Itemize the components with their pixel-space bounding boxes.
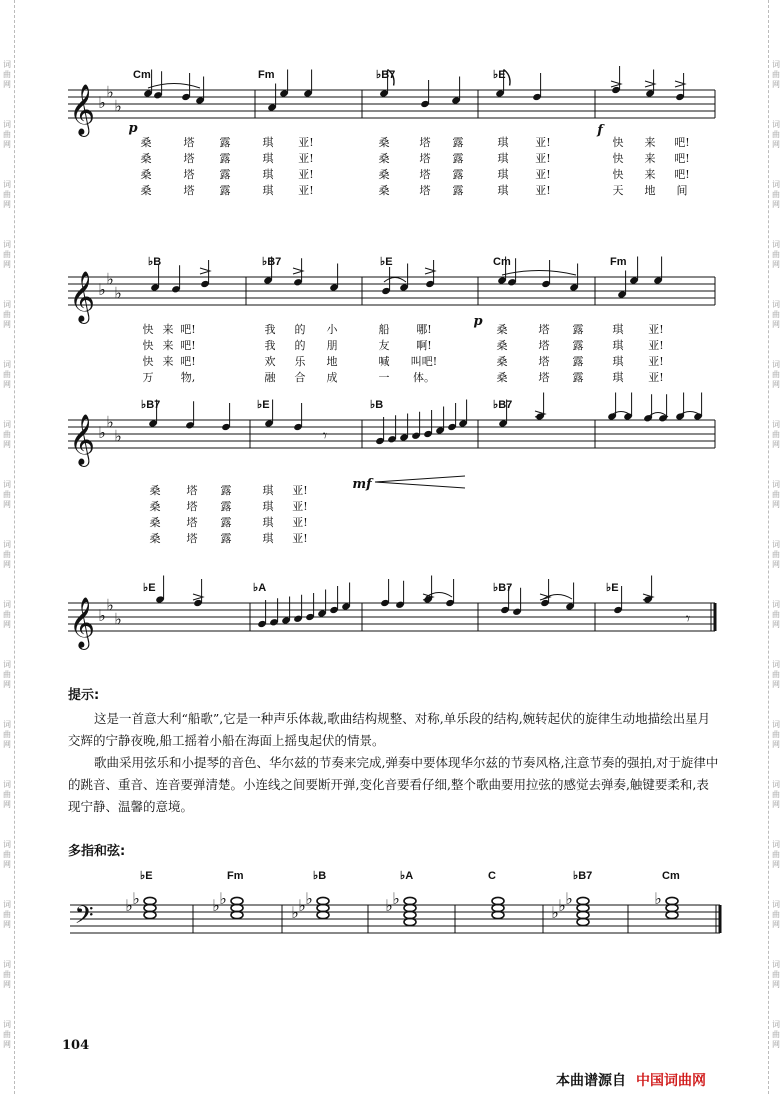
lyric-syllable: 亚! xyxy=(292,500,308,513)
chord-symbol: Cm xyxy=(133,69,151,81)
lyric-syllable: 琪 xyxy=(497,184,509,197)
lyric-syllable: 亚! xyxy=(648,323,664,336)
lyric-syllable: 亚! xyxy=(535,152,551,165)
notes-paragraph-1: 这是一首意大利“船歌”,它是一种声乐体裁,歌曲结构规整、对称,单乐段的结构,婉转起伏的旋律生动地描绘出星月交辉的宁静夜晚,船工摇着小船在海面上摇曳起伏的情景。 xyxy=(68,711,711,748)
whole-note-head xyxy=(404,897,416,904)
lyric-syllable: 琪 xyxy=(262,516,274,529)
chord-symbol: Fm xyxy=(258,69,275,81)
dynamic-mark: mf xyxy=(352,477,372,492)
key-flat-e-icon: ♭ xyxy=(106,412,114,432)
chord-flat-icon: ♭ xyxy=(385,896,393,915)
lyric-syllable: 物, xyxy=(180,371,196,384)
lyric-syllable: 桑 xyxy=(149,532,161,545)
lyric-syllable: 露 xyxy=(219,136,231,149)
watermark-text: 词 曲 网 xyxy=(772,420,780,449)
lyric-syllable: 吧! xyxy=(180,339,196,352)
lyric-syllable: 桑 xyxy=(140,168,152,181)
lyric-syllable: 桑 xyxy=(149,500,161,513)
lyric-syllable: 亚! xyxy=(292,516,308,529)
lyric-syllable: 来 xyxy=(162,355,174,368)
lyric-syllable: 叫吧! xyxy=(410,355,438,368)
chord-symbol: ♭E xyxy=(493,69,506,81)
lyric-syllable: 来 xyxy=(162,339,174,352)
lyric-syllable: 亚! xyxy=(298,152,314,165)
watermark-text: 词 曲 网 xyxy=(3,360,11,389)
whole-note-head xyxy=(492,897,504,904)
lyric-syllable: 喊 xyxy=(378,355,390,368)
lyric-syllable: 亚! xyxy=(292,484,308,497)
watermark-text: 词 曲 网 xyxy=(772,540,780,569)
lyric-syllable: 的 xyxy=(294,339,306,352)
lyric-syllable: 亚! xyxy=(648,339,664,352)
lyric-syllable: 塔 xyxy=(538,355,550,368)
lyric-syllable: 琪 xyxy=(262,500,274,513)
key-flat-a-icon: ♭ xyxy=(114,609,122,629)
lyric-syllable: 琪 xyxy=(262,168,274,181)
chord-reference-label: C xyxy=(488,870,496,882)
eighth-rest-icon: 𝄾 xyxy=(322,426,328,445)
lyric-syllable: 亚! xyxy=(648,371,664,384)
key-flat-b-icon: ♭ xyxy=(98,93,106,112)
lyric-syllable: 快 xyxy=(612,136,624,149)
watermark-text: 词 曲 网 xyxy=(772,900,780,929)
lyric-syllable: 塔 xyxy=(419,152,431,165)
whole-note-head xyxy=(231,897,243,904)
chord-symbol: ♭B7 xyxy=(262,256,282,268)
source-credit xyxy=(556,1070,706,1090)
lyric-syllable: 吧! xyxy=(180,323,196,336)
lyric-syllable: 的 xyxy=(294,323,306,336)
chord-reference-label: ♭A xyxy=(400,870,414,882)
source-site: 中国词曲网 xyxy=(636,1073,706,1089)
watermark-text: 词 曲 网 xyxy=(772,660,780,689)
lyric-syllable: 亚! xyxy=(298,136,314,149)
lyric-syllable: 我 xyxy=(264,339,276,352)
watermark-text: 词 曲 网 xyxy=(772,780,780,809)
chord-symbol: ♭B7 xyxy=(493,399,513,411)
melody-staff xyxy=(68,277,715,305)
lyric-syllable: 琪 xyxy=(612,339,624,352)
lyric-syllable: 我 xyxy=(264,323,276,336)
chord-flat-icon: ♭ xyxy=(125,896,133,915)
chord-flat-icon: ♭ xyxy=(551,903,559,922)
chord-section-title: 多指和弦: xyxy=(68,844,126,859)
lyric-syllable: 露 xyxy=(220,516,232,529)
watermark-text: 词 曲 网 xyxy=(772,720,780,749)
chord-flat-icon: ♭ xyxy=(654,889,662,908)
lyric-syllable: 桑 xyxy=(378,152,390,165)
lyric-syllable: 露 xyxy=(572,355,584,368)
lyric-syllable: 体。 xyxy=(413,371,435,384)
lyric-syllable: 塔 xyxy=(183,168,195,181)
whole-note-head xyxy=(317,897,329,904)
lyric-syllable: 塔 xyxy=(538,339,550,352)
chord-reference-label: Fm xyxy=(227,870,244,882)
lyric-syllable: 露 xyxy=(572,323,584,336)
lyric-syllable: 琪 xyxy=(262,532,274,545)
crescendo-hairpin xyxy=(375,476,465,488)
whole-note-head xyxy=(666,897,678,904)
lyric-syllable: 露 xyxy=(219,184,231,197)
watermark-text: 词 曲 网 xyxy=(772,480,780,509)
watermark-text: 词 曲 网 xyxy=(3,300,11,329)
treble-clef-icon: 𝄞 xyxy=(68,597,96,648)
lyric-syllable: 琪 xyxy=(612,323,624,336)
slur-mark xyxy=(502,271,576,276)
watermark-text: 词 曲 网 xyxy=(3,960,11,989)
chord-symbol: ♭B7 xyxy=(493,582,513,594)
lyric-syllable: 琪 xyxy=(612,355,624,368)
lyric-syllable: 天 xyxy=(612,184,624,197)
watermark-text: 词 曲 网 xyxy=(3,120,11,149)
watermark-text: 词 曲 网 xyxy=(3,720,11,749)
chord-symbol: ♭E xyxy=(606,582,619,594)
chord-flat-icon: ♭ xyxy=(219,889,227,908)
lyric-syllable: 塔 xyxy=(183,184,195,197)
chord-symbol: ♭E xyxy=(257,399,270,411)
lyric-syllable: 露 xyxy=(572,371,584,384)
lyric-syllable: 快 xyxy=(612,152,624,165)
watermark-text: 词 曲 网 xyxy=(3,600,11,629)
lyric-syllable: 友 xyxy=(378,339,390,352)
lyric-syllable: 塔 xyxy=(186,500,198,513)
slur-mark xyxy=(543,595,572,600)
dynamic-mark: p xyxy=(128,121,138,136)
lyric-syllable: 露 xyxy=(452,184,464,197)
chord-flat-icon: ♭ xyxy=(558,896,566,915)
watermark-text: 词 曲 网 xyxy=(3,420,11,449)
lyric-syllable: 亚! xyxy=(535,184,551,197)
lyric-syllable: 朋 xyxy=(326,339,338,352)
lyric-syllable: 塔 xyxy=(183,152,195,165)
lyric-syllable: 桑 xyxy=(496,355,508,368)
lyric-syllable: 一 xyxy=(378,371,390,384)
lyric-syllable: 琪 xyxy=(612,371,624,384)
watermark-text: 词 曲 网 xyxy=(3,660,11,689)
lyric-syllable: 来 xyxy=(644,136,656,149)
lyric-syllable: 琪 xyxy=(262,136,274,149)
lyric-syllable: 露 xyxy=(452,168,464,181)
lyric-syllable: 桑 xyxy=(140,184,152,197)
lyric-syllable: 琪 xyxy=(497,168,509,181)
lyric-syllable: 吧! xyxy=(180,355,196,368)
lyric-syllable: 啊! xyxy=(416,339,432,352)
lyric-syllable: 快 xyxy=(612,168,624,181)
bass-clef-icon: 𝄢 xyxy=(74,901,94,936)
chord-staff xyxy=(70,905,720,933)
watermark-text: 词 曲 网 xyxy=(3,540,11,569)
watermark-text: 词 曲 网 xyxy=(3,480,11,509)
key-flat-a-icon: ♭ xyxy=(114,426,122,446)
chord-reference-label: ♭B xyxy=(313,870,327,882)
watermark-text: 词 曲 网 xyxy=(772,240,780,269)
lyric-syllable: 露 xyxy=(220,532,232,545)
chord-symbol: ♭E xyxy=(143,582,156,594)
watermark-text: 词 曲 网 xyxy=(3,180,11,209)
lyric-syllable: 桑 xyxy=(149,516,161,529)
lyric-syllable: 露 xyxy=(452,136,464,149)
lyric-syllable: 琪 xyxy=(497,136,509,149)
chord-symbol: Cm xyxy=(493,256,511,268)
lyric-syllable: 琪 xyxy=(262,484,274,497)
lyric-syllable: 露 xyxy=(572,339,584,352)
lyric-syllable: 露 xyxy=(452,152,464,165)
watermark-text: 词 曲 网 xyxy=(772,840,780,869)
lyric-syllable: 哪! xyxy=(416,323,432,336)
lyric-syllable: 快 xyxy=(142,323,154,336)
lyric-syllable: 快 xyxy=(142,339,154,352)
dynamic-mark: f xyxy=(597,123,603,138)
chord-reference-label: ♭E xyxy=(140,870,153,882)
lyric-syllable: 快 xyxy=(142,355,154,368)
watermark-text: 词 曲 网 xyxy=(772,60,780,89)
watermark-text: 词 曲 网 xyxy=(772,120,780,149)
chord-symbol: ♭A xyxy=(253,582,267,594)
key-flat-e-icon: ♭ xyxy=(106,595,114,615)
dynamic-mark: p xyxy=(473,314,483,329)
melody-staff xyxy=(68,90,715,118)
lyric-syllable: 琪 xyxy=(497,152,509,165)
watermark-text: 词 曲 网 xyxy=(3,780,11,809)
lyric-syllable: 桑 xyxy=(140,136,152,149)
lyric-syllable: 塔 xyxy=(419,184,431,197)
lyric-syllable: 塔 xyxy=(538,323,550,336)
key-flat-b-icon: ♭ xyxy=(98,423,106,442)
lyric-syllable: 塔 xyxy=(186,484,198,497)
lyric-syllable: 露 xyxy=(219,152,231,165)
watermark-text: 词 曲 网 xyxy=(3,1020,11,1049)
chord-symbol: ♭E xyxy=(380,256,393,268)
lyric-syllable: 亚! xyxy=(535,168,551,181)
lyric-syllable: 成 xyxy=(326,371,338,384)
slur-mark xyxy=(148,84,200,89)
watermark-text: 词 曲 网 xyxy=(772,600,780,629)
lyric-syllable: 桑 xyxy=(140,152,152,165)
key-flat-e-icon: ♭ xyxy=(106,82,114,102)
key-flat-b-icon: ♭ xyxy=(98,280,106,299)
lyric-syllable: 塔 xyxy=(419,168,431,181)
chord-flat-icon: ♭ xyxy=(132,889,140,908)
lyric-syllable: 小 xyxy=(326,323,338,336)
treble-clef-icon: 𝄞 xyxy=(68,271,96,322)
lyric-syllable: 琪 xyxy=(262,152,274,165)
lyric-syllable: 吧! xyxy=(674,168,690,181)
lyric-syllable: 间 xyxy=(676,184,688,197)
watermark-text: 词 曲 网 xyxy=(3,840,11,869)
lyric-syllable: 露 xyxy=(220,484,232,497)
slur-mark xyxy=(384,278,406,283)
lyric-syllable: 塔 xyxy=(419,136,431,149)
source-label: 本曲谱源自 xyxy=(556,1073,626,1089)
chord-flat-icon: ♭ xyxy=(392,889,400,908)
lyric-syllable: 融 xyxy=(264,371,276,384)
lyric-syllable: 塔 xyxy=(186,516,198,529)
lyric-syllable: 船 xyxy=(378,323,390,336)
watermark-text: 词 曲 网 xyxy=(3,60,11,89)
watermark-text: 词 曲 网 xyxy=(772,1020,780,1049)
treble-clef-icon: 𝄞 xyxy=(68,414,96,465)
lyric-syllable: 桑 xyxy=(378,168,390,181)
lyric-syllable: 桑 xyxy=(496,371,508,384)
lyric-syllable: 来 xyxy=(644,168,656,181)
lyric-syllable: 地 xyxy=(644,184,656,197)
treble-clef-icon: 𝄞 xyxy=(68,84,96,135)
lyric-syllable: 塔 xyxy=(538,371,550,384)
lyric-syllable: 露 xyxy=(219,168,231,181)
lyric-syllable: 桑 xyxy=(149,484,161,497)
lyric-syllable: 桑 xyxy=(496,323,508,336)
lyric-syllable: 吧! xyxy=(674,136,690,149)
lyric-syllable: 乐 xyxy=(294,355,306,368)
chord-flat-icon: ♭ xyxy=(565,889,573,908)
lyric-syllable: 亚! xyxy=(648,355,664,368)
lyric-syllable: 亚! xyxy=(298,168,314,181)
lyric-syllable: 地 xyxy=(326,355,338,368)
chord-symbol: ♭B xyxy=(370,399,384,411)
melody-staff xyxy=(68,420,715,448)
lyric-syllable: 亚! xyxy=(292,532,308,545)
lyric-syllable: 桑 xyxy=(378,184,390,197)
chord-symbol: ♭B xyxy=(148,256,162,268)
key-flat-e-icon: ♭ xyxy=(106,269,114,289)
chord-flat-icon: ♭ xyxy=(305,889,313,908)
watermark-text: 词 曲 网 xyxy=(3,240,11,269)
chord-flat-icon: ♭ xyxy=(298,896,306,915)
watermark-text: 词 曲 网 xyxy=(772,180,780,209)
eighth-rest-icon: 𝄾 xyxy=(685,609,691,628)
notes-body xyxy=(68,708,720,818)
lyric-syllable: 合 xyxy=(294,371,306,384)
whole-note-head xyxy=(577,897,589,904)
watermark-text: 词 曲 网 xyxy=(772,960,780,989)
chord-reference-label: Cm xyxy=(662,870,680,882)
lyric-syllable: 琪 xyxy=(262,184,274,197)
key-flat-a-icon: ♭ xyxy=(114,96,122,116)
lyric-syllable: 来 xyxy=(644,152,656,165)
watermark-text: 词 曲 网 xyxy=(3,900,11,929)
key-flat-a-icon: ♭ xyxy=(114,283,122,303)
lyric-syllable: 塔 xyxy=(183,136,195,149)
notes-title: 提示: xyxy=(68,688,100,703)
chord-flat-icon: ♭ xyxy=(212,896,220,915)
chord-symbol: ♭B7 xyxy=(141,399,161,411)
page-number: 104 xyxy=(62,1038,90,1053)
chord-symbol: ♭B7 xyxy=(376,69,396,81)
chord-symbol: Fm xyxy=(610,256,627,268)
lyric-syllable: 来 xyxy=(162,323,174,336)
lyric-syllable: 露 xyxy=(220,500,232,513)
chord-reference-label: ♭B7 xyxy=(573,870,593,882)
lyric-syllable: 欢 xyxy=(264,355,276,368)
lyric-syllable: 塔 xyxy=(186,532,198,545)
lyric-syllable: 吧! xyxy=(674,152,690,165)
lyric-syllable: 桑 xyxy=(496,339,508,352)
notes-paragraph-2: 歌曲采用弦乐和小提琴的音色、华尔兹的节奏来完成,弹奏中要体现华尔兹的节奏风格,注意节奏的强拍,对于旋律中的跳音、重音、连音要弹清楚。小连线之间要断开弹,变化音要看仔细,整个歌曲要用拉弦的感觉去弹奏,触键要柔和,表现宁静、温馨的意境。 xyxy=(68,755,719,814)
lyric-syllable: 亚! xyxy=(535,136,551,149)
chord-flat-icon: ♭ xyxy=(291,903,299,922)
whole-note-head xyxy=(144,897,156,904)
lyric-syllable: 桑 xyxy=(378,136,390,149)
key-flat-b-icon: ♭ xyxy=(98,606,106,625)
lyric-syllable: 亚! xyxy=(298,184,314,197)
lyric-syllable: 万 xyxy=(142,371,154,384)
watermark-text: 词 曲 网 xyxy=(772,300,780,329)
watermark-text: 词 曲 网 xyxy=(772,360,780,389)
